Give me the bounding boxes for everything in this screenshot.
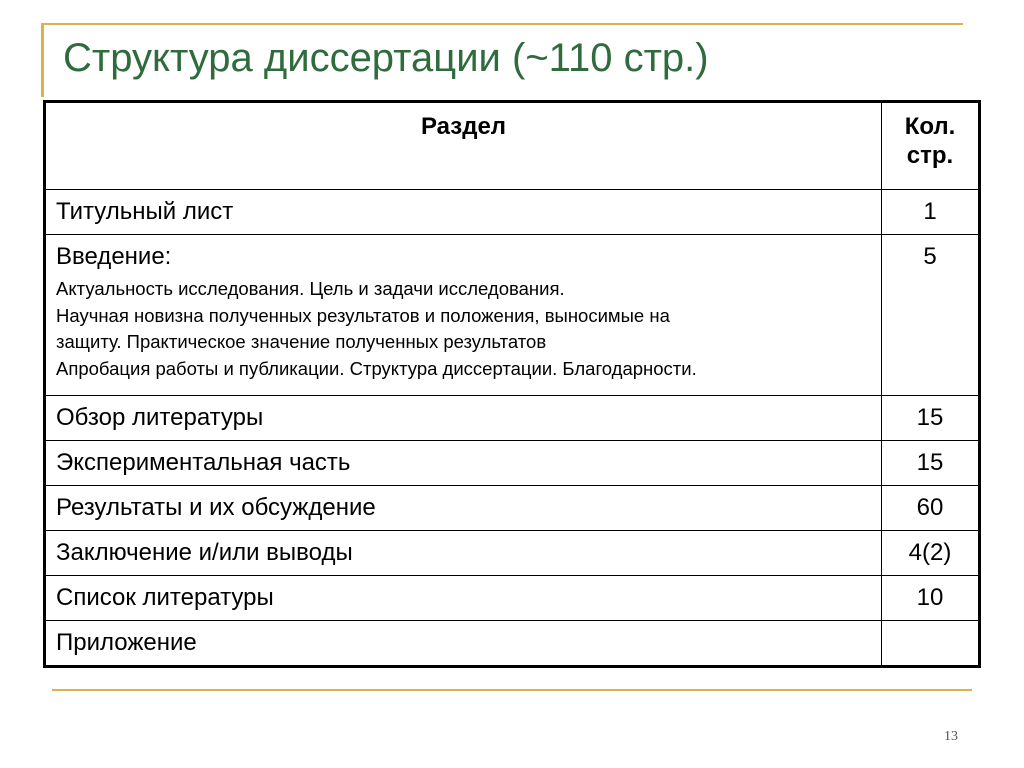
row-section: Список литературы [45,576,882,621]
row-pages: 4(2) [882,531,980,576]
left-accent-line [41,23,44,97]
table-row [45,396,980,441]
row-pages: 1 [882,190,980,235]
row-pages: 5 [882,235,980,396]
table-row [45,441,980,486]
table-row [45,576,980,621]
bottom-accent-line [52,689,972,691]
table-row [45,531,980,576]
table-row [45,190,980,235]
row-section: Титульный лист [45,190,882,235]
header-pages [882,102,980,190]
introduction-detail-line: Апробация работы и публикации. Структура диссертации. Благодарности. [56,358,697,380]
row-section-introduction [45,235,882,396]
header-pages-line2: стр. [906,141,954,169]
table-row [45,486,980,531]
row-pages [882,621,980,667]
row-section: Результаты и их обсуждение [45,486,882,531]
page-number: 13 [944,729,958,744]
introduction-detail-line: Актуальность исследования. Цель и задачи исследования. [56,277,565,299]
dissertation-structure-table [43,100,981,668]
introduction-detail-line: Научная новизна полученных результатов и положения, выносимые на [56,304,670,326]
row-section: Обзор литературы [45,396,882,441]
header-section: Раздел [45,102,882,190]
top-accent-line [41,23,963,25]
row-pages: 15 [882,441,980,486]
table-row [45,621,980,667]
introduction-title: Введение: [56,243,172,270]
table-row-introduction [45,235,980,396]
row-pages: 60 [882,486,980,531]
header-pages-line1: Кол. [904,113,956,140]
row-pages: 10 [882,576,980,621]
row-section: Приложение [45,621,882,667]
table-header-row [45,102,980,190]
slide-title: Структура диссертации (~110 стр.) [63,36,709,80]
row-section: Экспериментальная часть [45,441,882,486]
row-pages: 15 [882,396,980,441]
introduction-detail-line: защиту. Практическое значение полученных результатов [56,331,547,353]
row-section: Заключение и/или выводы [45,531,882,576]
